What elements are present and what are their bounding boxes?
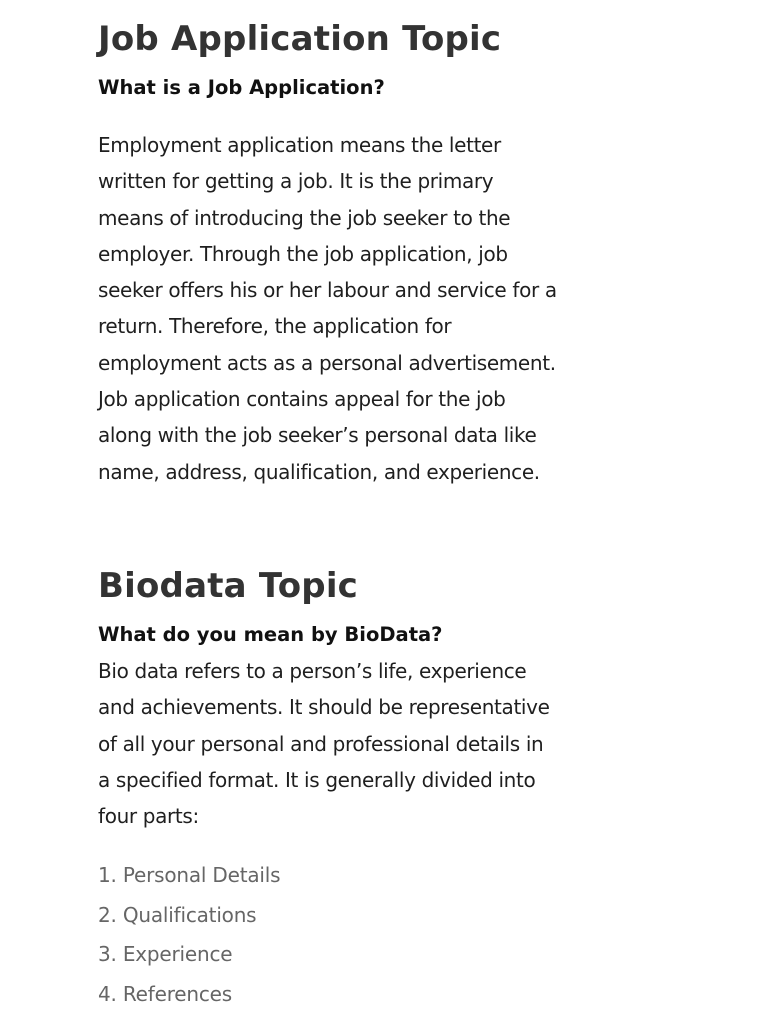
job-application-paragraph (98, 127, 557, 490)
paragraph-line: along with the job seeker’s personal data like (98, 423, 537, 448)
biodata-subheading: What do you mean by BioData? (98, 623, 443, 646)
paragraph-line: and achievements. It should be representative (98, 695, 550, 720)
paragraph-line: Employment application means the letter (98, 133, 501, 157)
paragraph-line: Bio data refers to a person’s life, experience (98, 659, 527, 683)
biodata-paragraph (98, 653, 550, 834)
list-item: 4. References (98, 982, 232, 1007)
list-item: 3. Experience (98, 942, 233, 967)
paragraph-line: name, address, qualification, and experience. (98, 459, 540, 484)
paragraph-line: return. Therefore, the application for (98, 314, 452, 339)
paragraph-line: employment acts as a personal advertisement. (98, 350, 556, 375)
paragraph-line: Job application contains appeal for the job (98, 387, 506, 412)
paragraph-line: a specified format. It is generally divided into (98, 767, 536, 792)
paragraph-line: four parts: (98, 804, 199, 829)
biodata-heading: Biodata Topic (98, 566, 359, 606)
job-application-heading: Job Application Topic (98, 19, 502, 59)
paragraph-line: means of introducing the job seeker to the (98, 205, 511, 230)
job-application-subheading: What is a Job Application? (98, 76, 385, 99)
paragraph-line: employer. Through the job application, job (98, 241, 508, 266)
list-item: 1. Personal Details (98, 863, 281, 887)
paragraph-line: of all your personal and professional details in (98, 731, 544, 756)
biodata-parts-list (98, 856, 280, 1015)
paragraph-line: written for getting a job. It is the primary (98, 169, 494, 194)
list-item: 2. Qualifications (98, 902, 257, 927)
paragraph-line: seeker offers his or her labour and service for a (98, 278, 557, 303)
